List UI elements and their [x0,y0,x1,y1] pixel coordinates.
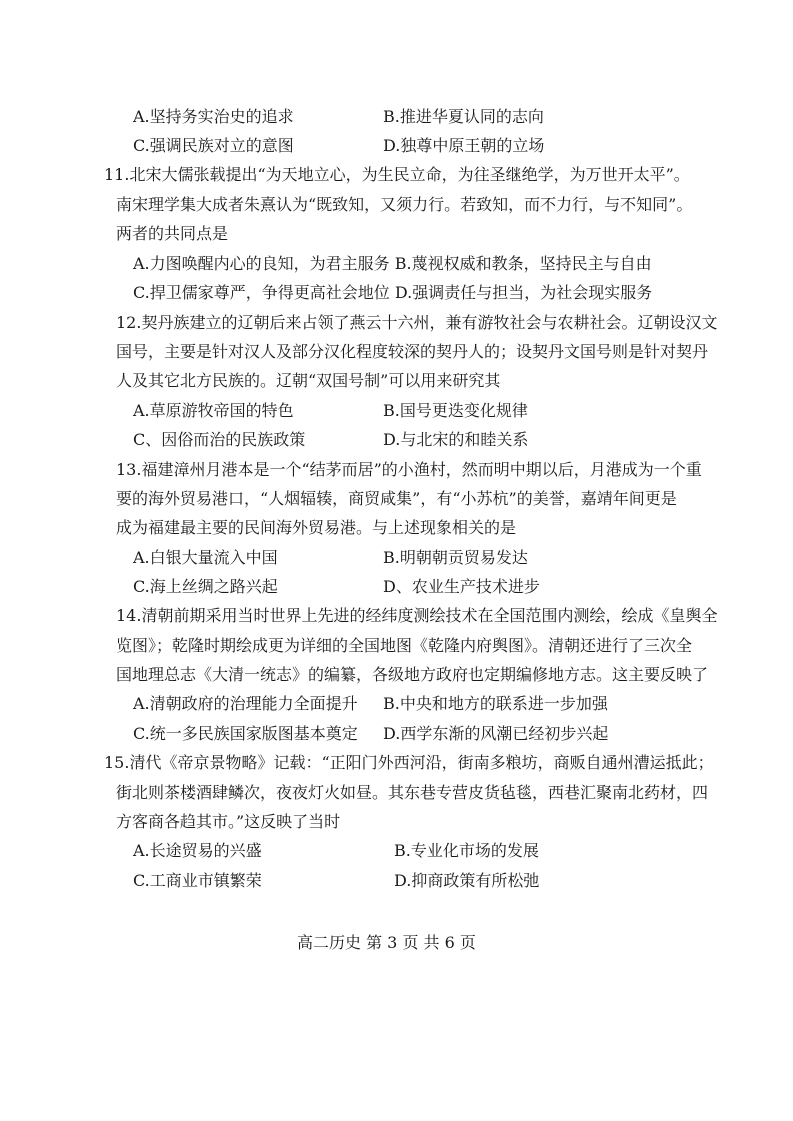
q13-option-a: A.白银大量流入中国 [133,548,278,567]
q12-option-b: B.国号更迭变化规律 [383,401,528,420]
q13-option-d: D、农业生产技术进步 [383,577,540,596]
q15-option-c: C.工商业市镇繁荣 [133,871,262,890]
q10-option-a: A.坚持务实治史的追求 [133,107,294,126]
q10-option-d: D.独尊中原王朝的立场 [383,136,545,155]
q11-option-cd: C.捍卫儒家尊严，争得更高社会地位 D.强调责任与担当，为社会现实服务 [133,283,653,302]
q14-option-b: B.中央和地方的联系进一步加强 [383,694,608,713]
q10-option-c: C.强调民族对立的意图 [133,136,294,155]
q13-option-b: B.明朝朝贡贸易发达 [383,548,528,567]
page-number: 高二历史 第 3 页 共 6 页 [297,933,476,952]
q14-option-c: C.统一多民族国家版图基本奠定 [133,724,358,743]
exam-page: A.坚持务实治史的追求 B.推进华夏认同的志向 C.强调民族对立的意图 D.独尊中原王朝的立场 11.北宋大儒张载提出“为天地立心，为生民立命，为往圣继绝学，为万世开太平”。 南宋理学集大成者朱熹认为“既致知，又须力行。若致知，而不力行，与不知同”。 两者的共同点是 A.力图唤醒内心的良知，为君主服务 B.蔑视权威和教条，坚持民主与自由 C.捍卫儒家尊严，争得更高社会地位 D.强调责任与担当，为社会现实服务 12.契丹族建立的辽朝后来占领了燕云十六州，兼有游牧社会与农耕社会。辽朝设汉文 国号，主要是针对汉人及部分汉化程度较深的契丹人的；设契丹文国号则是针对契丹 人及其它北方民族的。辽朝“双国号制”可以用来研究其 A.草原游牧帝国的特色 B.国号更迭变化规律 C、因俗而治的民族政策 D.与北宋的和睦关系 13.福建漳州月港本是一个“结茅而居”的小渔村，然而明中期以后，月港成为一个重 要的海外贸易港口，“人烟辐辏，商贸咸集”，有“小苏杭”的美誉，嘉靖年间更是 成为福建最主要的民间海外贸易港。与上述现象相关的是 A.白银大量流入中国 B.明朝朝贡贸易发达 C.海上丝绸之路兴起 D、农业生产技术进步 14.清朝前期采用当时世界上先进的经纬度测绘技术在全国范围内测绘，绘成《皇舆全 览图》；乾隆时期绘成更为详细的全国地图《乾隆内府舆图》。清朝还进行了三次全 国地理总志《大清一统志》的编纂，各级地方政府也定期编修地方志。这主要反映了 A.清朝政府的治理能力全面提升 B.中央和地方的联系进一步加强 C.统一多民族国家版图基本奠定 D.西学东渐的风潮已经初步兴起 15.清代《帝京景物略》记载：“正阳门外西河沿，街南多粮坊，商贩自通州漕运抵此； 街北则茶楼酒肆鳞次，夜夜灯火如昼。其东巷专营皮货毡毯，西巷汇聚南北药材，四 方客商各趋其市。”这反映了当时 A.长途贸易的兴盛 B.专业化市场的发展 C.工商业市镇繁荣 D.抑商政策有所松弛 高二历史 第 3 页 共 6 页 [104,107,718,952]
q13-option-c: C.海上丝绸之路兴起 [133,577,278,596]
q14-option-d: D.西学东渐的风潮已经初步兴起 [383,724,609,743]
q15-option-d: D.抑商政策有所松弛 [394,871,540,890]
q10-option-b: B.推进华夏认同的志向 [383,107,544,126]
q15-option-b: B.专业化市场的发展 [394,841,539,860]
q14-option-a: A.清朝政府的治理能力全面提升 [133,694,358,713]
q12-option-c: C、因俗而治的民族政策 [133,430,306,449]
q12-option-a: A.草原游牧帝国的特色 [133,401,294,420]
q11-option-ab: A.力图唤醒内心的良知，为君主服务 B.蔑视权威和教条，坚持民主与自由 [133,254,652,273]
q15-option-a: A.长途贸易的兴盛 [133,841,262,860]
q12-option-d: D.与北宋的和睦关系 [383,430,529,449]
